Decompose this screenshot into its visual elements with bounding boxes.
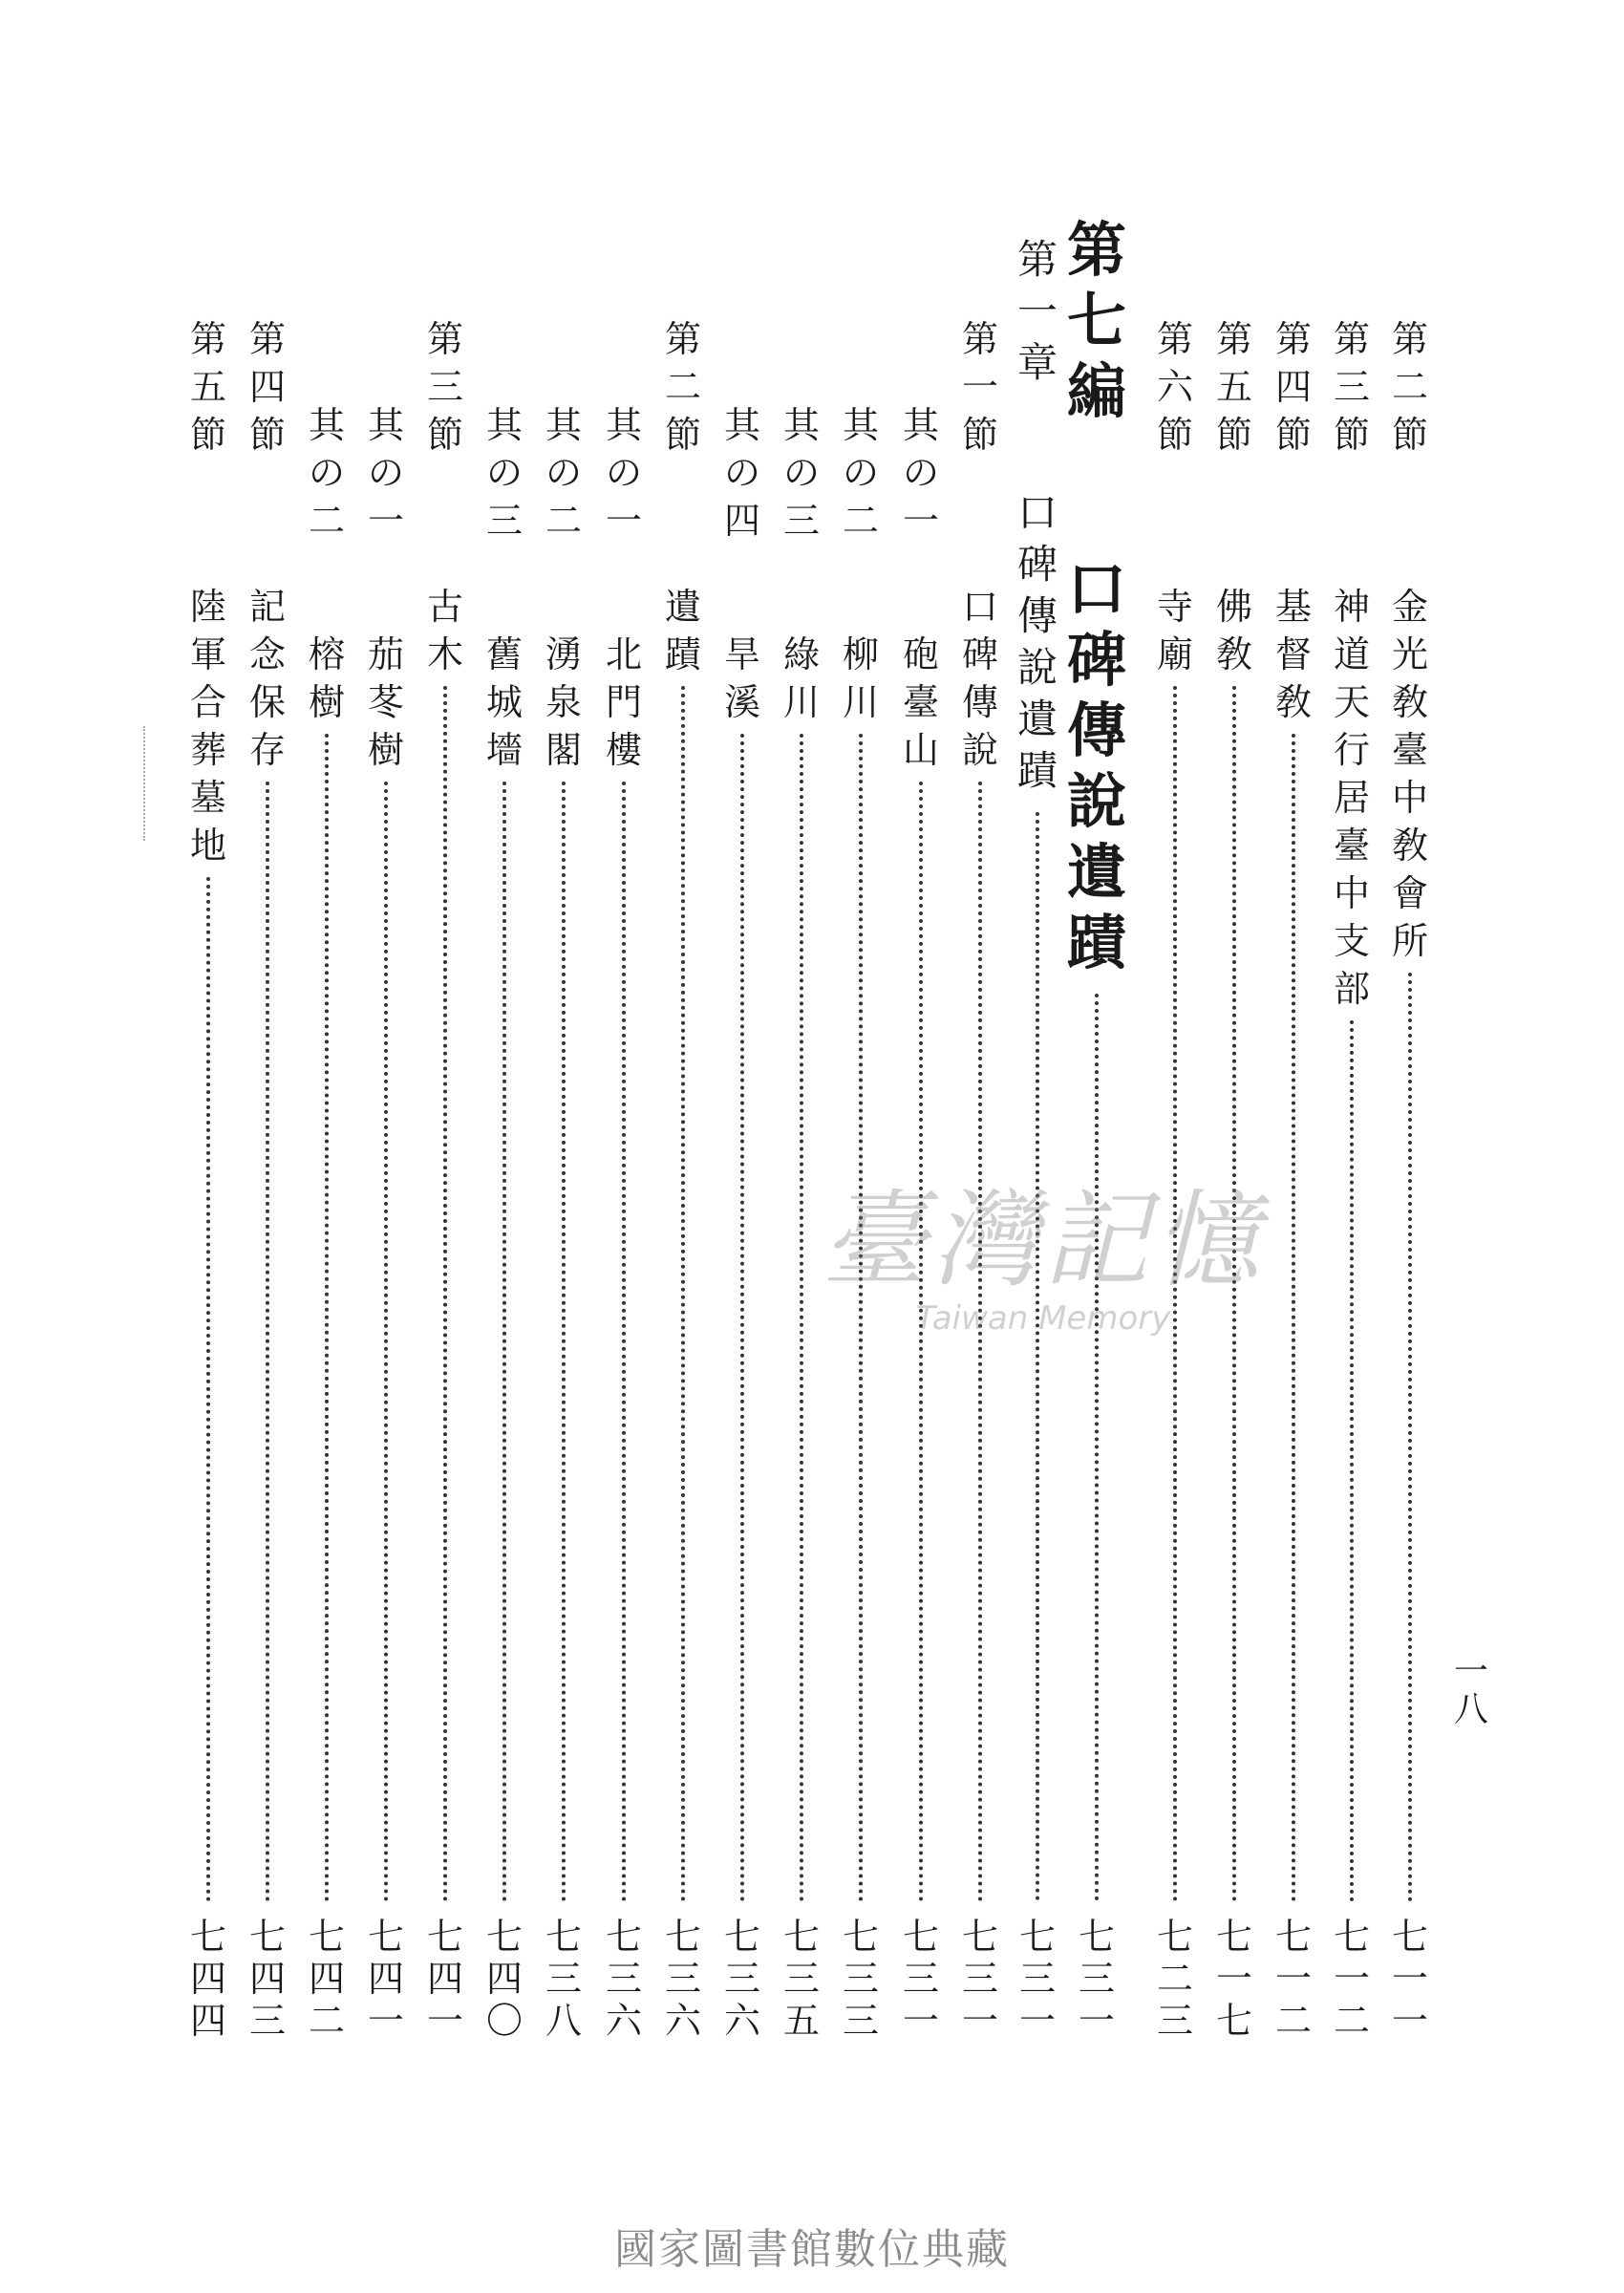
entry-title: 口 碑 傳 說 bbox=[961, 586, 998, 771]
toc-entry-20 bbox=[182, 0, 235, 2293]
entry-label: 第 五 節 bbox=[189, 318, 226, 456]
entry-page: 七 三 六 bbox=[723, 1916, 760, 2042]
dot-leader bbox=[206, 877, 210, 1902]
entry-label: 其 の 三 bbox=[485, 404, 523, 542]
entry-label: 其 の 四 bbox=[723, 404, 760, 542]
entry-label: 其 の 一 bbox=[902, 404, 939, 542]
dot-leader bbox=[562, 782, 566, 1902]
part-label: 第 七 編 bbox=[1067, 215, 1127, 426]
entry-page: 七 三 三 bbox=[842, 1916, 879, 2042]
entry-page: 七 三 六 bbox=[664, 1916, 701, 2042]
toc-entry-4 bbox=[1148, 0, 1202, 2293]
entry-title: 綠 川 bbox=[782, 633, 820, 723]
entry-label: 第 二 節 bbox=[1391, 318, 1428, 456]
toc-entry-10 bbox=[775, 0, 828, 2293]
dot-leader bbox=[1292, 734, 1295, 1902]
entry-label: 第 六 節 bbox=[1156, 318, 1193, 456]
toc-entry-16 bbox=[418, 0, 472, 2293]
entry-page: 七 三 一 bbox=[961, 1916, 998, 2042]
toc-entry-19 bbox=[241, 0, 294, 2293]
entry-label: 其 の 一 bbox=[605, 404, 642, 542]
dot-leader bbox=[740, 734, 744, 1902]
dot-leader bbox=[1095, 994, 1099, 1901]
watermark-sub: Taiwan Memory bbox=[915, 1299, 1171, 1338]
margin-mark bbox=[143, 726, 164, 841]
chapter-title: 口 碑 傳 說 遺 蹟 bbox=[1016, 489, 1058, 794]
entry-page: 七 二 三 bbox=[1156, 1916, 1193, 2042]
toc-entry-0 bbox=[1383, 0, 1437, 2293]
entry-label: 其 の 二 bbox=[308, 404, 345, 542]
toc-entry-17 bbox=[359, 0, 413, 2293]
entry-page: 七 四 一 bbox=[426, 1916, 463, 2042]
entry-title: 舊 城 墻 bbox=[485, 633, 523, 771]
entry-label: 其 の 一 bbox=[367, 404, 404, 542]
entry-title: 遺 蹟 bbox=[664, 586, 701, 675]
dot-leader bbox=[800, 734, 803, 1902]
entry-title: 湧 泉 閣 bbox=[545, 633, 582, 771]
entry-title: 基 督 敎 bbox=[1274, 586, 1312, 723]
dot-leader bbox=[266, 782, 269, 1902]
entry-title: 旱 溪 bbox=[723, 633, 760, 723]
entry-label: 第 四 節 bbox=[1274, 318, 1312, 456]
entry-title: 陸 軍 合 葬 墓 地 bbox=[189, 586, 226, 867]
entry-title: 北 門 樓 bbox=[605, 633, 642, 771]
entry-label: 第 五 節 bbox=[1215, 318, 1252, 456]
toc-entry-1 bbox=[1325, 0, 1378, 2293]
toc-entry-11 bbox=[716, 0, 769, 2293]
watermark-logo bbox=[822, 1156, 1265, 1338]
page-folio bbox=[1444, 1653, 1498, 1729]
entry-page: 七 四 〇 bbox=[485, 1916, 523, 2042]
toc-entry-7 bbox=[953, 0, 1007, 2293]
toc-entry-15 bbox=[478, 0, 531, 2293]
entry-label: 第 三 節 bbox=[1333, 318, 1370, 456]
folio-glyph: 八 bbox=[1453, 1690, 1488, 1729]
entry-label: 其 の 二 bbox=[842, 404, 879, 542]
toc-entry-3 bbox=[1207, 0, 1261, 2293]
folio-glyph: 一 bbox=[1453, 1652, 1488, 1691]
watermark-main: 臺灣記憶 bbox=[822, 1179, 1265, 1301]
toc-entry-2 bbox=[1267, 0, 1320, 2293]
part-heading bbox=[1067, 0, 1127, 2293]
entry-label: 第 四 節 bbox=[248, 318, 286, 456]
toc-entry-14 bbox=[537, 0, 590, 2293]
entry-page: 七 四 三 bbox=[248, 1916, 286, 2042]
dot-leader bbox=[622, 782, 626, 1902]
dot-leader bbox=[325, 734, 329, 1902]
entry-page: 七 三 五 bbox=[782, 1916, 820, 2042]
entry-title: 寺 廟 bbox=[1156, 586, 1193, 675]
dot-leader bbox=[978, 782, 982, 1902]
entry-page: 七 一 七 bbox=[1215, 1916, 1252, 2042]
entry-title: 砲 臺 山 bbox=[902, 633, 939, 771]
dot-leader bbox=[443, 686, 447, 1902]
chapter-heading bbox=[1011, 0, 1064, 2293]
toc-entry-12 bbox=[656, 0, 710, 2293]
footer-credit: 國家圖書館數位典藏 bbox=[614, 2225, 1010, 2274]
entry-title: 柳 川 bbox=[842, 633, 879, 723]
entry-page: 七 一 一 bbox=[1391, 1916, 1428, 2042]
entry-page: 七 一 二 bbox=[1333, 1916, 1370, 2042]
dot-leader bbox=[1408, 973, 1412, 1902]
dot-leader bbox=[384, 782, 388, 1902]
entry-page: 七 一 二 bbox=[1274, 1916, 1312, 2042]
toc-entry-8 bbox=[894, 0, 948, 2293]
entry-label: 第 二 節 bbox=[664, 318, 701, 456]
toc-entry-9 bbox=[834, 0, 887, 2293]
toc-entry-18 bbox=[300, 0, 353, 2293]
entry-page: 七 四 一 bbox=[367, 1916, 404, 2042]
dot-leader bbox=[919, 782, 923, 1902]
entry-title: 神 道 天 行 居 臺 中 支 部 bbox=[1333, 586, 1370, 1010]
part-title: 口 碑 傳 說 遺 蹟 bbox=[1067, 554, 1127, 977]
entry-label: 第 三 節 bbox=[426, 318, 463, 456]
chapter-label: 第 一 章 bbox=[1016, 236, 1058, 386]
entry-page: 七 四 四 bbox=[189, 1916, 226, 2042]
entry-page: 七 三 六 bbox=[605, 1916, 642, 2042]
entry-page: 七 三 一 bbox=[902, 1916, 939, 2042]
entry-title: 茄 苳 樹 bbox=[367, 633, 404, 771]
entry-page: 七 三 八 bbox=[545, 1916, 582, 2042]
entry-label: 其 の 三 bbox=[782, 404, 820, 542]
dot-leader bbox=[1036, 812, 1039, 1901]
entry-title: 佛 敎 bbox=[1215, 586, 1252, 675]
dot-leader bbox=[1350, 1020, 1354, 1902]
entry-page: 七 四 二 bbox=[308, 1916, 345, 2042]
dot-leader bbox=[681, 686, 685, 1902]
chapter-page: 七 三 一 bbox=[1018, 1916, 1056, 2042]
entry-title: 榕 樹 bbox=[308, 633, 345, 723]
entry-label: 其 の 二 bbox=[545, 404, 582, 542]
entry-label: 第 一 節 bbox=[961, 318, 998, 456]
entry-title: 古 木 bbox=[426, 586, 463, 675]
dot-leader bbox=[502, 782, 506, 1902]
entry-title: 記 念 保 存 bbox=[248, 586, 286, 771]
entry-title: 金 光 敎 臺 中 敎 會 所 bbox=[1391, 586, 1428, 962]
part-page: 七 三 一 bbox=[1078, 1916, 1115, 2042]
toc-entry-13 bbox=[597, 0, 651, 2293]
